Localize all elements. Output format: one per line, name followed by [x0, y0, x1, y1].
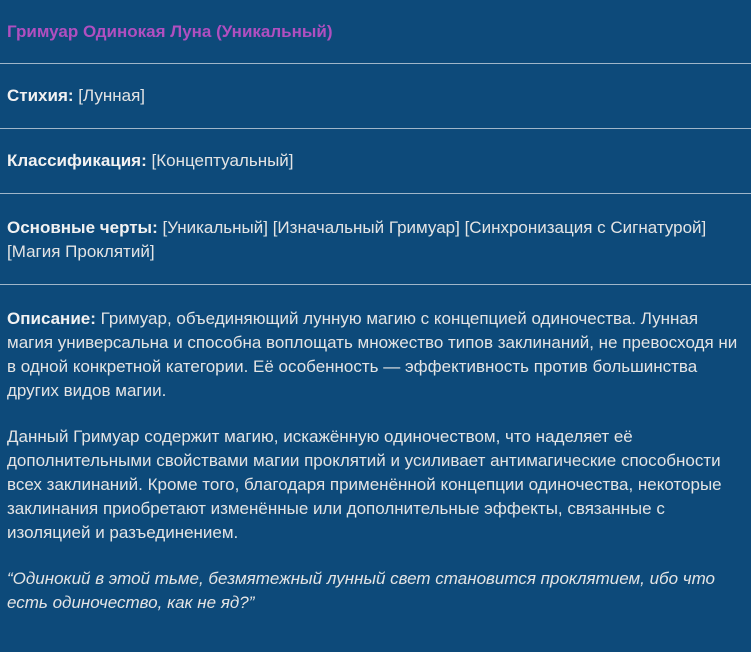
traits-label: Основные черты: [7, 217, 158, 237]
title-row [0, 0, 751, 64]
classification-field [7, 149, 294, 173]
traits-value: [Уникальный] [Изначальный Гримуар] [Синхронизация с Сигнатурой] [Магия Проклятий] [7, 217, 707, 261]
element-label: Стихия: [7, 86, 74, 105]
element-row [0, 64, 751, 129]
classification-value: [Концептуальный] [151, 151, 294, 170]
traits-row [0, 194, 751, 285]
element-field [7, 84, 145, 108]
description-text-1: Гримуар, объединяющий лунную магию с концепцией одиночества. Лунная магия универсальна и способна воплощать множество типов заклинаний, не превосходя ни в одной конкретной категории. Её особенность — эффективность против большинства других видов магии. [7, 309, 738, 400]
traits-field [7, 216, 751, 264]
element-value: [Лунная] [78, 86, 146, 105]
description-section [0, 285, 751, 615]
description-label: Описание: [7, 309, 96, 328]
grimoire-title: Гримуар Одинокая Луна (Уникальный) [7, 21, 333, 41]
description-paragraph-1 [7, 307, 747, 403]
description-paragraph-2: Данный Гримуар содержит магию, искажённую одиночеством, что наделяет её дополнительными свойствами магии проклятий и усиливает антимагические способности всех заклинаний. Кроме того, благодаря применённой концепции одиночества, некоторые заклинания приобретают изменённые или дополнительные эффекты, связанные с изоляцией и разъединением. [7, 427, 722, 542]
description-quote: “Одинокий в этой тьме, безмятежный лунный свет становится проклятием, ибо что есть одиночество, как не яд?” [7, 569, 715, 612]
classification-row [0, 129, 751, 194]
classification-label: Классификация: [7, 151, 147, 170]
